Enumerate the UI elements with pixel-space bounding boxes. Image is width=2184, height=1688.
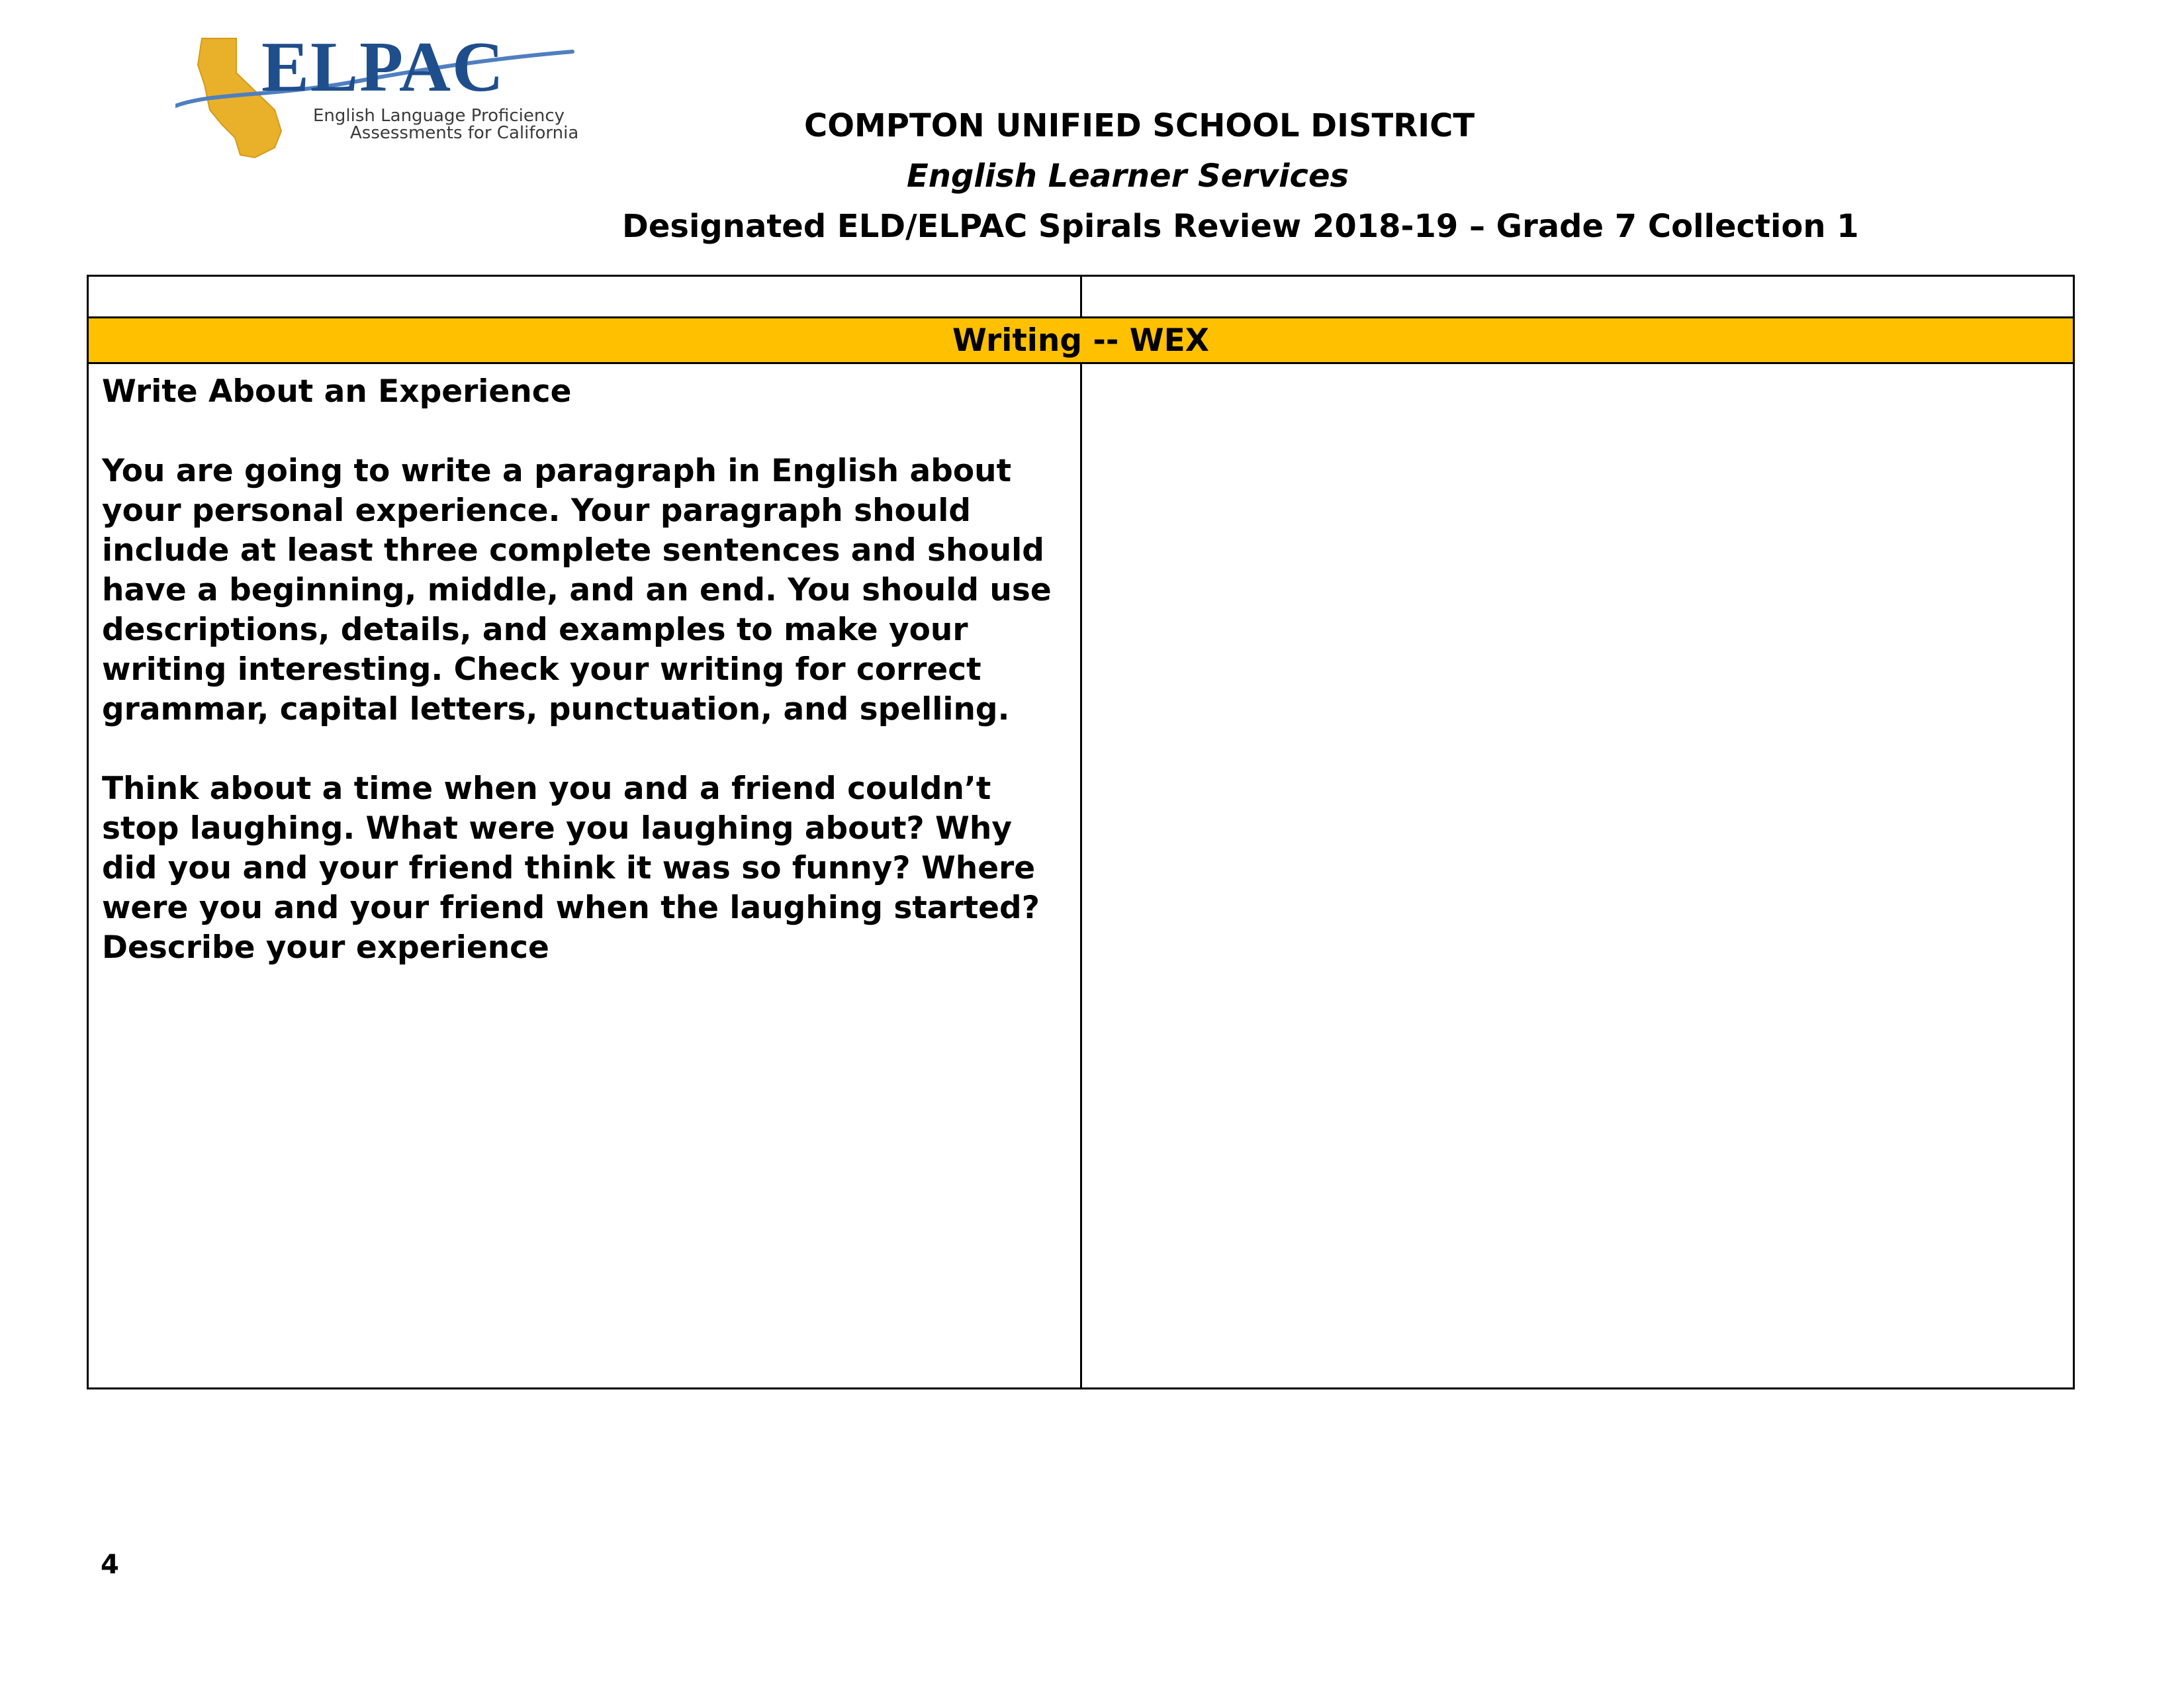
district-name: COMPTON UNIFIED SCHOOL DISTRICT bbox=[804, 107, 1475, 144]
logo-title: ELPAC bbox=[261, 28, 506, 107]
blank-cell-left bbox=[88, 276, 1081, 318]
section-header-row bbox=[88, 318, 2074, 363]
task-title: Write About an Experience bbox=[102, 373, 572, 410]
section-header: Writing -- WEX bbox=[88, 318, 2074, 363]
page-number: 4 bbox=[101, 1550, 119, 1580]
review-title: Designated ELD/ELPAC Spirals Review 2018-19 – Grade 7 Collection 1 bbox=[622, 208, 1859, 245]
elpac-logo bbox=[175, 28, 599, 164]
writing-prompt: Think about a time when you and a friend couldn’t stop laughing. What were you laughing about? Why did you and your friend think it was so funny? Where were you and your friend when the laughing started? Describe your experience bbox=[102, 771, 1040, 966]
task-instructions: You are going to write a paragraph in English about your personal experience. Your paragraph should include at least three complete sentences and should have a beginning, middle, and an end. You should use descriptions, details, and examples to make your writing interesting. Check your writing for correct grammar, capital letters, punctuation, and spelling. bbox=[102, 453, 1052, 727]
logo-subtitle-line2: Assessments for California bbox=[350, 123, 579, 143]
table-row bbox=[88, 363, 2074, 1389]
table-row bbox=[88, 276, 2074, 318]
logo-subtitle-line1: English Language Proficiency bbox=[313, 106, 565, 126]
worksheet-table bbox=[87, 275, 2075, 1389]
department-name: English Learner Services bbox=[907, 158, 1349, 195]
blank-cell-right bbox=[1081, 276, 2074, 318]
prompt-cell bbox=[88, 363, 1081, 1389]
response-area[interactable] bbox=[1081, 363, 2074, 1389]
